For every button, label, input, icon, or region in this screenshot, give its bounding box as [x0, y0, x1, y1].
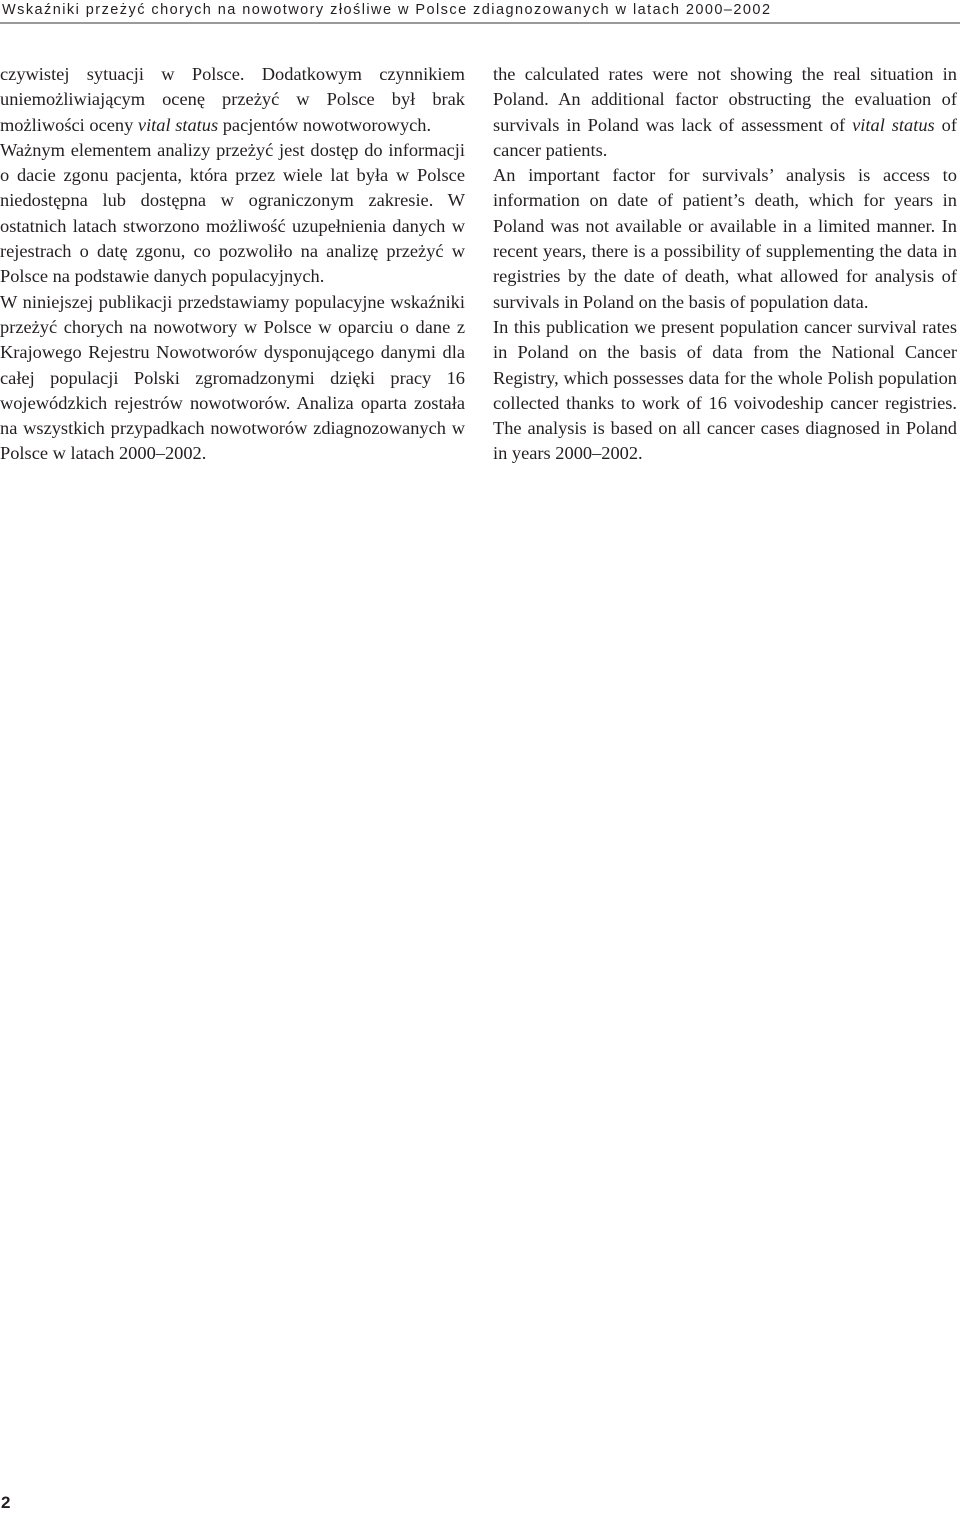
- polish-paragraph-1-text-c: pacjentów nowotworowych.: [218, 114, 432, 135]
- english-paragraph-3: In this publication we present population cancer survival rates in Poland on the basis of data from the National Cancer Registry, which possesses data for the whole Polish population collected thanks to work of 16 voivodeship cancer registries. The analysis is based on all cancer cases diagnosed in Poland in years 2000–2002.: [493, 316, 957, 464]
- english-paragraph-1-text-c: of cancer patients.: [493, 114, 957, 160]
- english-text-column: [493, 62, 957, 467]
- header-rule: [0, 22, 960, 24]
- polish-text-column: [0, 62, 465, 467]
- english-paragraph-1-italic: vital status: [852, 114, 935, 135]
- english-paragraph-2: An important factor for survivals’ analysis is access to information on date of patient’s death, which for years in Poland was not available or available in a limited manner. In recent years, there is a possibility of supplementing the data in registries by the date of death, what allowed for analysis of survivals in Poland on the basis of population data.: [493, 165, 957, 312]
- page-number: 2: [1, 1493, 11, 1512]
- polish-paragraph-1: [0, 62, 465, 138]
- running-header: Wskaźniki przeżyć chorych na nowotwory złośliwe w Polsce zdiagnozowanych w latach 2000–2002: [2, 2, 772, 18]
- english-paragraph-1: [493, 62, 957, 163]
- polish-paragraph-2: Ważnym elementem analizy przeżyć jest dostęp do informacji o dacie zgonu pacjenta, która przez wiele lat była w Polsce niedostępna lub dostępna w ograniczonym zakresie. W ostatnich latach stworzono możliwość uzupełnienia danych w rejestrach o datę zgonu, co pozwoliło na analizę przeżyć w Polsce na podstawie danych populacyjnych.: [0, 139, 465, 287]
- polish-paragraph-3: W niniejszej publikacji przedstawiamy populacyjne wskaźniki przeżyć chorych na nowotwory w Polsce w oparciu o dane z Krajowego Rejestru Nowotworów dysponującego danymi dla całej populacji Polski zgromadzonymi dzięki pracy 16 wojewódzkich rejestrów nowotworów. Analiza oparta została na wszystkich przypadkach nowotworów zdiagnozowanych w Polsce w latach 2000–2002.: [0, 291, 465, 464]
- polish-paragraph-1-text-a: czywistej sytuacji w Polsce. Dodatkowym czynnikiem uniemożliwiającym ocenę przeżyć w Polsce był brak możliwości oceny: [0, 64, 465, 135]
- polish-paragraph-1-italic: vital status: [137, 114, 219, 135]
- english-paragraph-1-text-a: the calculated rates were not showing the real situation in Poland. An additional factor obstructing the evaluation of survivals in Poland was lack of assessment of: [493, 64, 957, 135]
